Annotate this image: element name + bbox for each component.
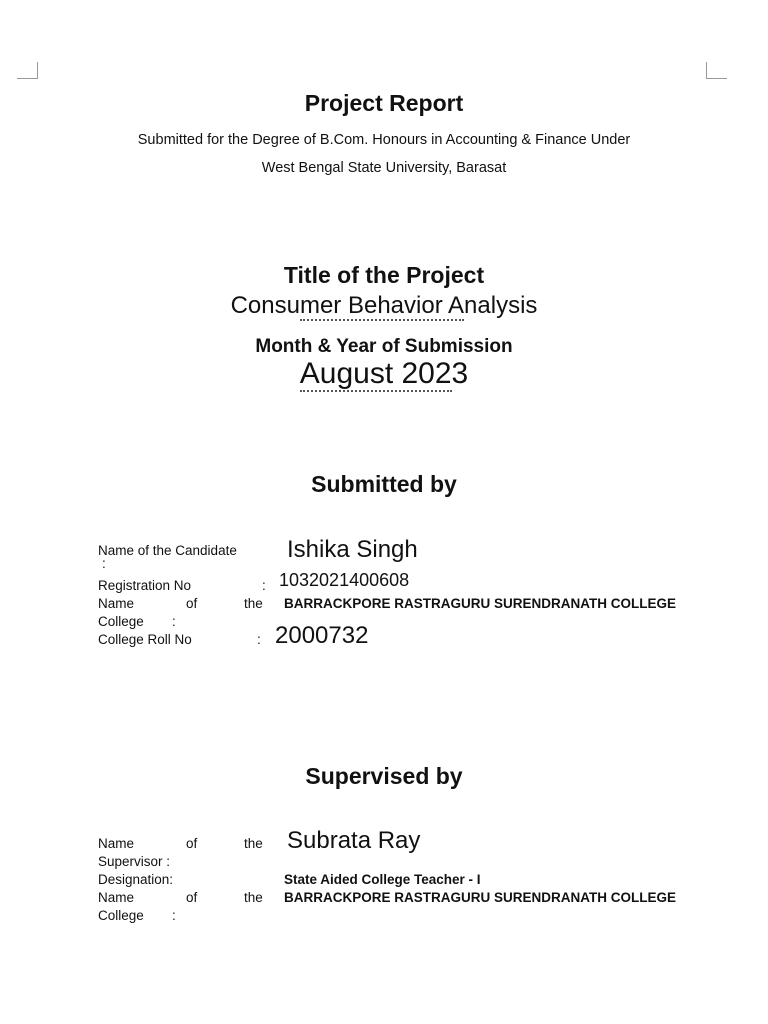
project-title-heading: Title of the Project [283,262,485,288]
supervisor-value: Subrata Ray [287,827,421,854]
registration-colon: : [262,578,266,593]
project-title-underlined: mer Behavior A [299,292,465,319]
sup-college-value: BARRACKPORE RASTRAGURU SURENDRANATH COLLEGE [284,890,677,905]
designation-value: State Aided College Teacher - I [284,872,481,887]
project-title-part: nalysis [464,292,538,319]
sup-college-label-college: College [98,908,144,923]
project-title-part: Consu [230,292,300,319]
crop-mark-top-left [17,62,38,79]
college-value: BARRACKPORE RASTRAGURU SURENDRANATH COLLEGE [284,596,677,611]
registration-label: Registration No [98,578,192,593]
sup-college-label-name: Name [98,890,135,905]
submission-date-heading: Month & Year of Submission [255,336,513,357]
college-label-the: the [244,596,263,611]
degree-line: Submitted for the Degree of B.Com. Honours in Accounting & Finance Under [137,132,631,148]
roll-colon: : [257,632,261,647]
candidate-label: Name of the Candidate [98,543,237,558]
submission-date-underlined: August 202 [299,357,452,390]
submitted-by-heading: Submitted by [311,471,457,497]
supervisor-label-supervisor: Supervisor : [98,854,171,869]
supervised-by-heading: Supervised by [305,763,463,789]
registration-value: 1032021400608 [279,570,410,590]
report-title: Project Report [304,90,464,116]
sup-college-label-the: the [244,890,263,905]
supervisor-label-name: Name [98,836,135,851]
submission-date-part: 3 [451,357,469,390]
college-colon: : [172,614,176,629]
sup-college-colon: : [172,908,176,923]
supervisor-label-the: the [244,836,263,851]
college-label-college: College [98,614,144,629]
candidate-colon: : [102,556,106,571]
project-title-value [0,292,768,320]
roll-value: 2000732 [275,622,369,649]
designation-label: Designation: [98,872,174,887]
candidate-value: Ishika Singh [287,536,418,563]
roll-label: College Roll No [98,632,192,647]
submission-date-value [0,357,768,391]
college-label-of: of [186,596,198,611]
sup-college-label-of: of [186,890,198,905]
college-label-name: Name [98,596,135,611]
university-line: West Bengal State University, Barasat [261,160,507,176]
supervisor-label-of: of [186,836,198,851]
crop-mark-top-right [706,62,727,79]
